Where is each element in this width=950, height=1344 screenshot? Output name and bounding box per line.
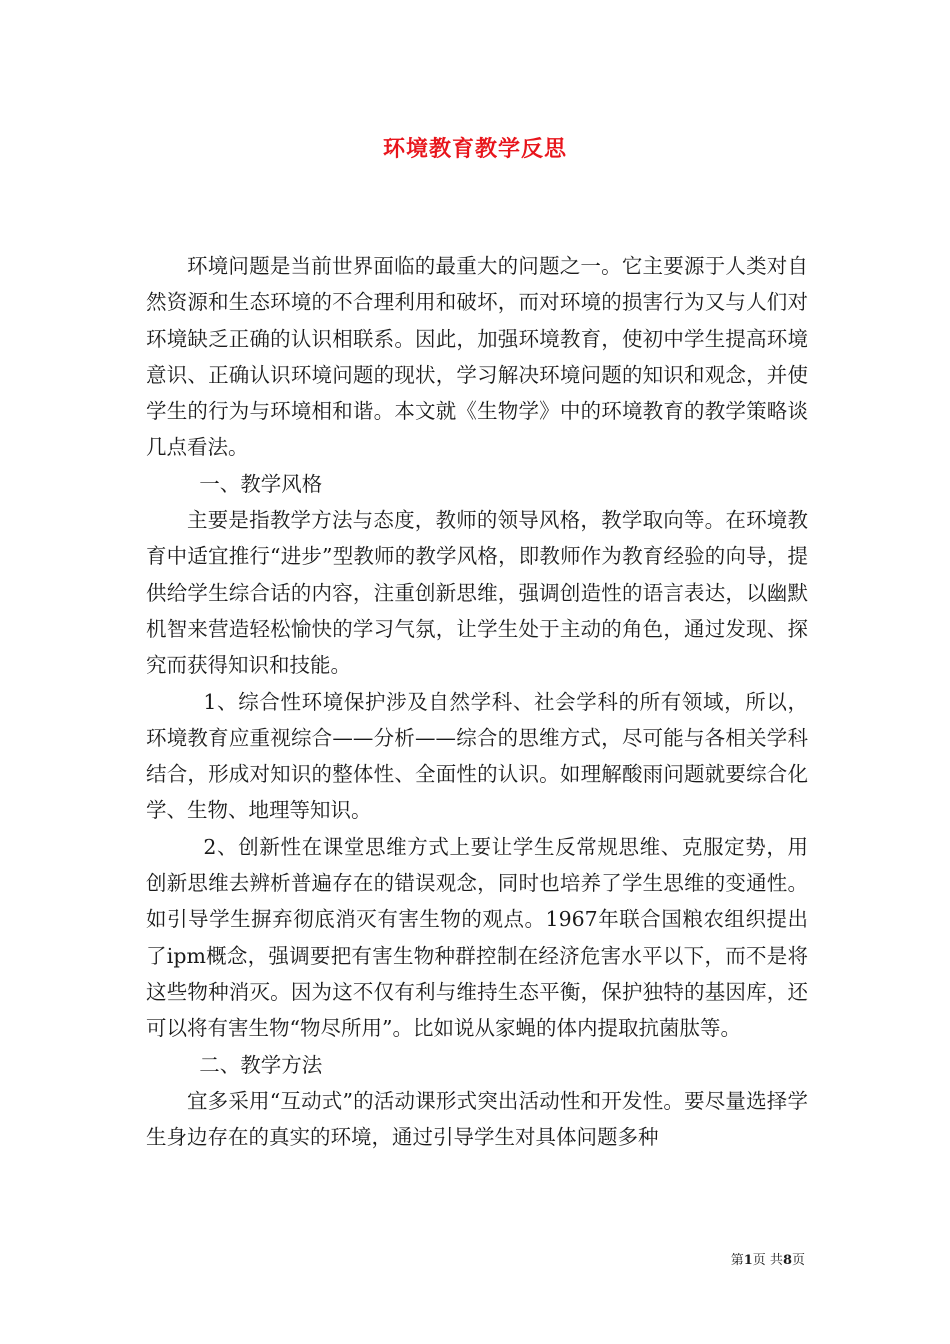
paragraph-intro: 环境问题是当前世界面临的最重大的问题之一。它主要源于人类对自然资源和生态环境的不合理利用和破坏，而对环境的损害行为又与人们对环境缺乏正确的认识相联系。因此，加强环境教育，使初中学生提高环境意识、正确认识环境问题的现状，学习解决环境问题的知识和观念，并使学生的行为与环境相和谐。本文就《生物学》中的环境教育的教学策略谈几点看法。 — [146, 254, 808, 460]
paragraph-innovative: 2、创新性在课堂思维方式上要让学生反常规思维、克服定势，用创新思维去辨析普遍存在的错误观念，同时也培养了学生思维的变通性。如引导学生摒弃彻底消灭有害生物的观点。1967年联合国粮农组织提出了ipm概念，强调要把有害生物种群控制在经济危害水平以下，而不是将这些物种消灭。因为这不仅有利与维持生态平衡，保护独特的基因库，还可以将有害生物“物尽所用”。比如说从家蝇的体内提取抗菌肽等。 — [146, 834, 808, 1041]
footer-current-page: 1 — [743, 1253, 753, 1268]
document-body — [146, 248, 808, 1155]
section-heading-teaching-method: 二、教学方法 — [199, 1052, 323, 1077]
footer-middle: 页 共 — [752, 1253, 783, 1268]
section-heading-teaching-style: 一、教学风格 — [199, 471, 323, 496]
footer-prefix: 第 — [730, 1253, 744, 1268]
page-number-footer — [731, 1249, 805, 1268]
paragraph-comprehensive: 1、综合性环境保护涉及自然学科、社会学科的所有领域，所以，环境教育应重视综合——分析——综合的思维方式，尽可能与各相关学科结合，形成对知识的整体性、全面性的认识。如理解酸雨问题就要综合化学、生物、地理等知识。 — [146, 689, 808, 823]
footer-total-pages: 8 — [782, 1253, 792, 1268]
paragraph-teaching-style: 主要是指教学方法与态度，教师的领导风格，教学取向等。在环境教育中适宜推行“进步”型教师的教学风格，即教师作为教育经验的向导，提供给学生综合话的内容，注重创新思维，强调创造性的语言表达，以幽默机智来营造轻松愉快的学习气氛，让学生处于主动的角色，通过发现、探究而获得知识和技能。 — [146, 508, 808, 678]
document-title: 环境教育教学反思 — [382, 136, 567, 162]
paragraph-teaching-method: 宜多采用“互动式”的活动课形式突出活动性和开发性。要尽量选择学生身边存在的真实的环境，通过引导学生对具体问题多种 — [146, 1088, 808, 1150]
footer-suffix: 页 — [791, 1253, 805, 1268]
